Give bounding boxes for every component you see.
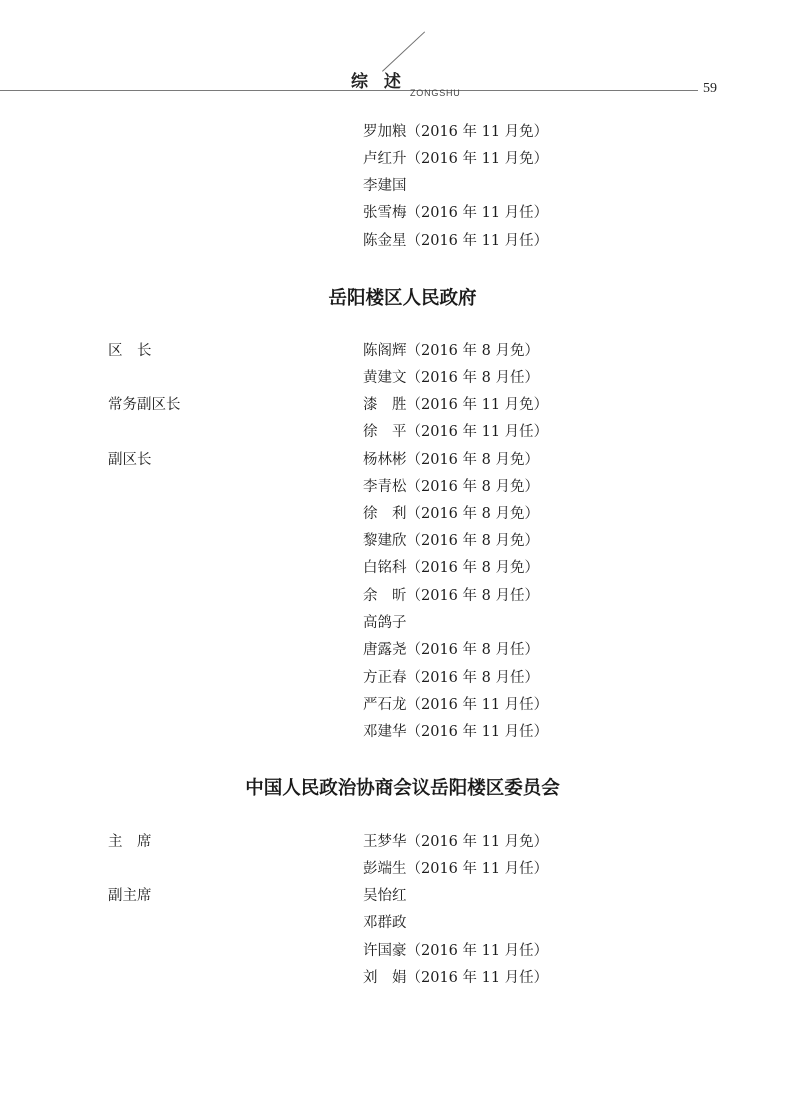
- list-item-name: 唐露尧（2016 年 8 月任）: [363, 642, 539, 658]
- list-item-name: 方正春（2016 年 8 月任）: [363, 670, 539, 686]
- list-item-name: 彭端生（2016 年 11 月任）: [363, 861, 549, 877]
- list-item-name: 余 昕（2016 年 8 月任）: [363, 588, 539, 604]
- list-item-name: 徐 平（2016 年 11 月任）: [363, 424, 549, 440]
- position-title: 副区长: [108, 452, 152, 468]
- position-title: 副主席: [108, 888, 152, 904]
- header-slash-decoration: [382, 31, 425, 71]
- running-header-section: 综 述: [351, 72, 406, 92]
- list-item-name: 卢红升（2016 年 11 月免）: [363, 151, 549, 167]
- list-item-name: 严石龙（2016 年 11 月任）: [363, 697, 549, 713]
- list-item-name: 黄建文（2016 年 8 月任）: [363, 370, 539, 386]
- list-item-name: 高鸽子: [363, 615, 407, 631]
- list-item-name: 王梦华（2016 年 11 月免）: [363, 834, 549, 850]
- list-item-name: 张雪梅（2016 年 11 月任）: [363, 205, 549, 221]
- position-title: 主 席: [108, 834, 152, 850]
- running-header-pinyin: ZONGSHU: [410, 88, 461, 98]
- page-number: 59: [703, 81, 717, 96]
- list-item-name: 李建国: [363, 178, 407, 194]
- list-item-name: 许国豪（2016 年 11 月任）: [363, 943, 549, 959]
- list-item-name: 杨林彬（2016 年 8 月免）: [363, 452, 539, 468]
- list-item-name: 刘 娟（2016 年 11 月任）: [363, 970, 549, 986]
- list-item-name: 漆 胜（2016 年 11 月免）: [363, 397, 549, 413]
- list-item-name: 吴怡红: [363, 888, 407, 904]
- header-rule: [0, 90, 698, 91]
- list-item-name: 罗加粮（2016 年 11 月免）: [363, 124, 549, 140]
- list-item-name: 邓群政: [363, 915, 407, 931]
- position-title: 常务副区长: [108, 397, 181, 413]
- section-heading-government: 岳阳楼区人民政府: [328, 288, 477, 309]
- list-item-name: 邓建华（2016 年 11 月任）: [363, 724, 549, 740]
- list-item-name: 陈阁辉（2016 年 8 月免）: [363, 343, 539, 359]
- section-heading-cppcc: 中国人民政治协商会议岳阳楼区委员会: [245, 778, 560, 799]
- position-title: 区 长: [108, 343, 152, 359]
- list-item-name: 黎建欣（2016 年 8 月免）: [363, 533, 539, 549]
- list-item-name: 陈金星（2016 年 11 月任）: [363, 233, 549, 249]
- list-item-name: 李青松（2016 年 8 月免）: [363, 479, 539, 495]
- list-item-name: 徐 利（2016 年 8 月免）: [363, 506, 539, 522]
- list-item-name: 白铭科（2016 年 8 月免）: [363, 560, 539, 576]
